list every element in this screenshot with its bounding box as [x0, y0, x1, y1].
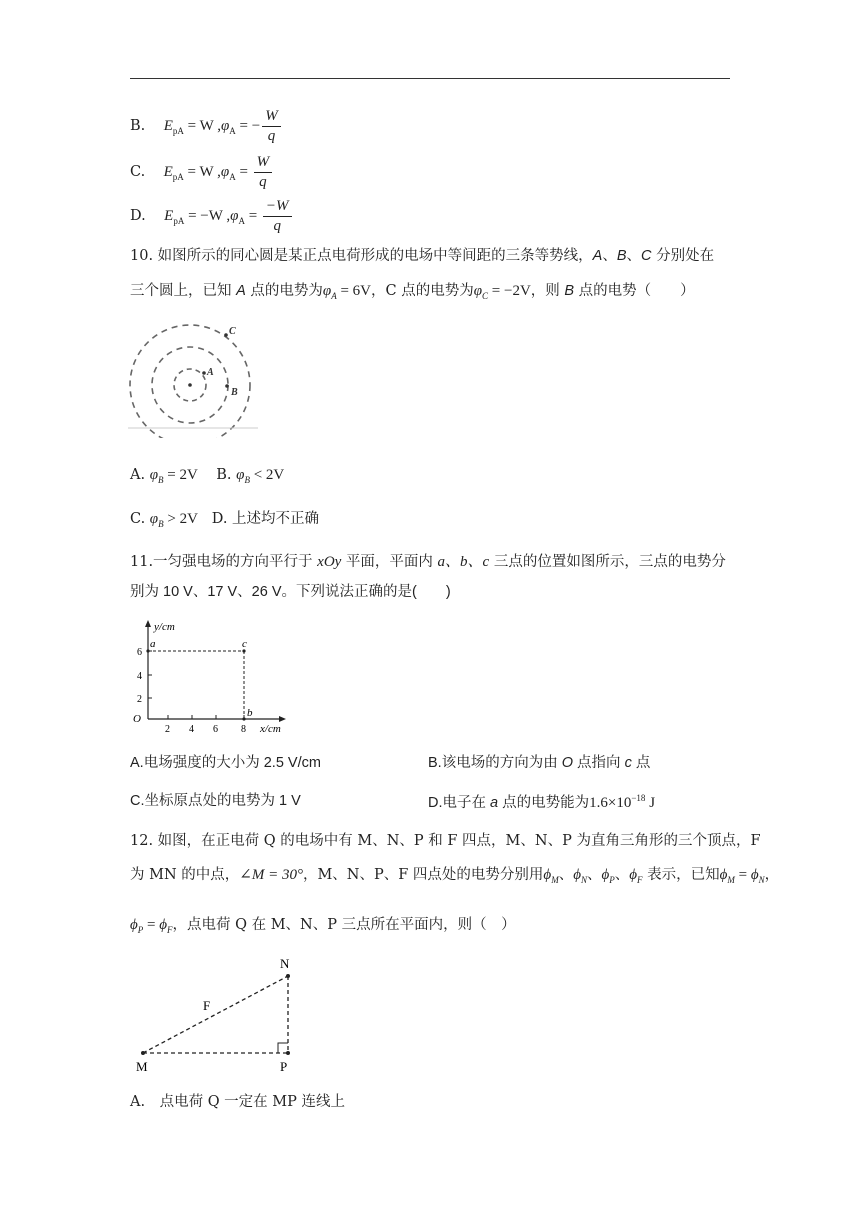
- point-b: [242, 717, 245, 720]
- q12-stem-line1: 12. 如图，在正电荷 Q 的电场中有 M、N、P 和 F 四点，M、N、P 为直角三角形的三个顶点，F: [130, 833, 761, 849]
- x-axis-arrow: [279, 716, 286, 722]
- q11-option-a: A.电场强度的大小为 2.5 V/cm: [130, 755, 321, 771]
- point-a: [202, 371, 206, 375]
- y-tick-4: 4: [137, 671, 142, 682]
- q11-coordinate-figure: [128, 616, 298, 738]
- option-c-line: C. $E_{pA} = W$ $,\varphi_A$ = $\frac{W}{q}$: [130, 155, 274, 190]
- y-axis-label: y/cm: [154, 621, 175, 633]
- option-d-line: D. $E_{pA} = -W$ $,\varphi_A$ = $\frac{-W}{q}$: [130, 199, 294, 234]
- label-b: b: [247, 707, 253, 719]
- label-a: A: [207, 367, 214, 378]
- label-f: F: [203, 998, 211, 1013]
- label-p: P: [280, 1059, 288, 1074]
- x-tick-4: 4: [189, 724, 194, 735]
- q12-stem-line3: $\phi_P = \phi_F$，点电荷 Q 在 M、N、P 三点所在平面内，则（ ）: [130, 917, 516, 935]
- label-a: a: [150, 638, 156, 650]
- fraction: $\frac{W}{q}$: [254, 155, 273, 190]
- q10-stem-line1: 10. 如图所示的同心圆是某正点电荷形成的电场中等间距的三条等势线，A、B、C 分别处在: [130, 248, 715, 264]
- label-b: B: [231, 387, 238, 398]
- header-rule: [130, 78, 730, 79]
- origin-label: O: [133, 713, 141, 725]
- y-axis-arrow: [145, 620, 151, 627]
- right-angle-mark: [278, 1043, 288, 1053]
- line-mn: [143, 976, 288, 1053]
- label-c: C: [229, 326, 236, 337]
- x-tick-8: 8: [241, 724, 246, 735]
- q10-concentric-circles-figure: [128, 320, 260, 438]
- fraction: $\frac{W}{q}$: [262, 109, 281, 144]
- q12-option-a: A. 点电荷 Q 一定在 MP 连线上: [130, 1094, 346, 1110]
- option-b-line: B. $E_{pA} = W$ $,\varphi_A$ = − $\frac{W}{q}$: [130, 109, 283, 144]
- point-b: [225, 384, 229, 388]
- label-n: N: [280, 956, 290, 971]
- q12-stem-line2: 为 MN 的中点，∠M = 30°，M、N、P、F 四点处的电势分别用$\phi_M$、$\phi_N$、$\phi_P$、$\phi_F$ 表示，已知$\phi_M = \phi_N$，: [130, 867, 780, 885]
- q10-stem-line2: 三个圆上，已知 A 点的电势为$\varphi_A = 6V$，C 点的电势为$\varphi_C = -2V$，则 B 点的电势（ ）: [130, 283, 695, 301]
- q11-option-d: D.电子在 a 点的电势能为$1.6\times 10^{-18}$ J: [428, 793, 656, 811]
- q11-stem-line2: 别为 10 V、17 V、26 V。下列说法正确的是( ): [130, 584, 451, 600]
- point-c: [224, 333, 228, 337]
- q11-option-b: B.该电场的方向为由 O 点指向 c 点: [428, 755, 651, 771]
- y-tick-6: 6: [137, 647, 142, 658]
- q10-options-ab: A. $\varphi_B = 2V$ B. $\varphi_B < 2V$: [130, 467, 285, 485]
- label-c: c: [242, 638, 247, 650]
- x-tick-6: 6: [213, 724, 218, 735]
- point-n: [286, 974, 290, 978]
- q12-triangle-figure: [128, 952, 308, 1076]
- x-tick-2: 2: [165, 724, 170, 735]
- q10-options-cd: C. $\varphi_B > 2V$ D. 上述均不正确: [130, 511, 320, 529]
- point-m: [141, 1051, 145, 1055]
- q11-option-c: C.坐标原点处的电势为 1 V: [130, 793, 301, 809]
- x-axis-label: x/cm: [260, 723, 281, 735]
- outer-equipotential-circle: [130, 325, 250, 438]
- point-charge-center: [188, 383, 192, 387]
- point-p: [286, 1051, 290, 1055]
- fraction: $\frac{-W}{q}$: [263, 199, 292, 234]
- q11-stem-line1: 11.一匀强电场的方向平行于 xOy 平面，平面内 a、b、c 三点的位置如图所示，三点的电势分: [130, 554, 726, 570]
- y-tick-2: 2: [137, 694, 142, 705]
- label-m: M: [136, 1059, 148, 1074]
